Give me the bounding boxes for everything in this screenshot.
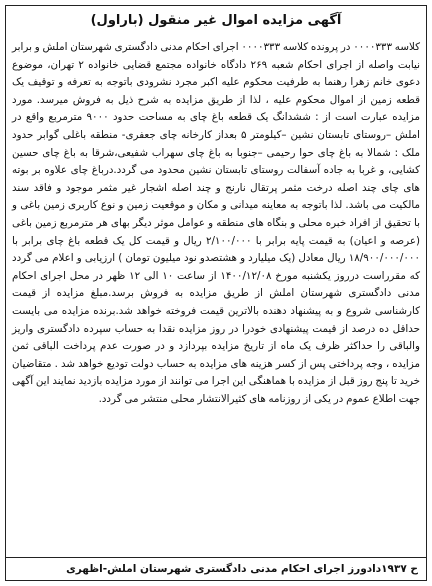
- notice-title: آگهی مزایده اموال غیر منقول (باراول): [90, 13, 342, 28]
- notice-footer-signature: ح ۱۹۳۷دادورز اجرای احکام مدنی دادگستری شهرستان املش-اظهری: [6, 557, 426, 580]
- auction-notice: [5, 5, 427, 581]
- notice-body: کلاسه ۰۰۰۰۳۳۳ در پرونده کلاسه ۰۰۰۰۳۳۳ اجرای احکام مدنی دادگستری شهرستان املش و برابر نیابت واصله از اجرای احکام شعبه ۲۶۹ دادگاه خانواده مجتمع قضایی خانواده ۲ تهران، موضوع دعوی خانم زهرا رهنما به طرفیت محکوم علیه اکبر مجرد نشرودی باتوجه به تعرفه و توقیف یک قطعه زمین از اموال محکوم علیه ، لذا از طریق مزایده به شرح ذیل به فروش میرسد. مورد مزایده عبارت است از : ششدانگ یک قطعه باغ چای به مساحت حدود ۹۰۰۰ مترمربع واقع در املش –روستای تابستان نشین –کیلومتر ۵ بعداز کارخانه چای جعفری- منطقه باغلی گوابر حدود ملک : شمالا به باغ چای حوا رحیمی –جنوبا به باغ چای سهراب شفیعی،شرقا به باغ چای حسین کشایی، و غربا به جاده آسفالت روستای تابستان نشین محدود می گردد.درباغ چای علاوه بر بوته های چای چند اصله درخت مثمر پرتقال نارنج و چند اصله اشجار غیر مثمر موجود و فاقد سند مالکیت می باشد. لذا باتوجه به معاینه میدانی و مکان و موقعیت زمین و نوع کاربری زمین باغی و با تحقیق از افراد خبره محلی و بنگاه های منطقه و عوامل موثر دیگر بهای هر مترمربع زمین باغی (عرصه و اعیان) به قیمت پایه برابر با ۲/۱۰۰/۰۰۰ ریال و قیمت کل یک قطعه باغ چای برابر با ۱۸/۹۰۰/۰۰۰/۰۰۰ ریال معادل (یک میلیارد و هشتصدو نود میلیون تومان ) ارزیابی و اعلام می گردد که مقرراست درروز یکشنبه مورخ ۱۴۰۰/۱۲/۰۸ از ساعت ۱۰ الی ۱۲ ظهر در محل اجرای احکام مدنی دادگستری شهرستان املش از طریق مزایده به فروش برسد.مبلغ مزایده از قیمت کارشناسی شروع و به پیشنهاد دهنده بالاترین قیمت فروخته خواهد شد.برنده مزایده می بایست حداقل ده درصد از قیمت پیشنهادی خودرا در روز مزایده نقدا به حساب سپرده دادگستری واریز والباقی را حداکثر ظرف یک ماه از تاریخ مزایده بپردازد و در صورت عدم پرداخت الباقی ثمن مزایده ، وجه پرداختی پس از کسر هزینه های مزایده به حساب دولت تودیع خواهد شد . متقاضیان خرید تا پنج روز قبل از مزایده با هماهنگی این اجرا می توانند از مورد مزایده بازدید نمایند این آگهی جهت اطلاع عموم در یکی از روزنامه های کثیرالانتشار محلی منتشر می گردد.: [12, 41, 421, 405]
